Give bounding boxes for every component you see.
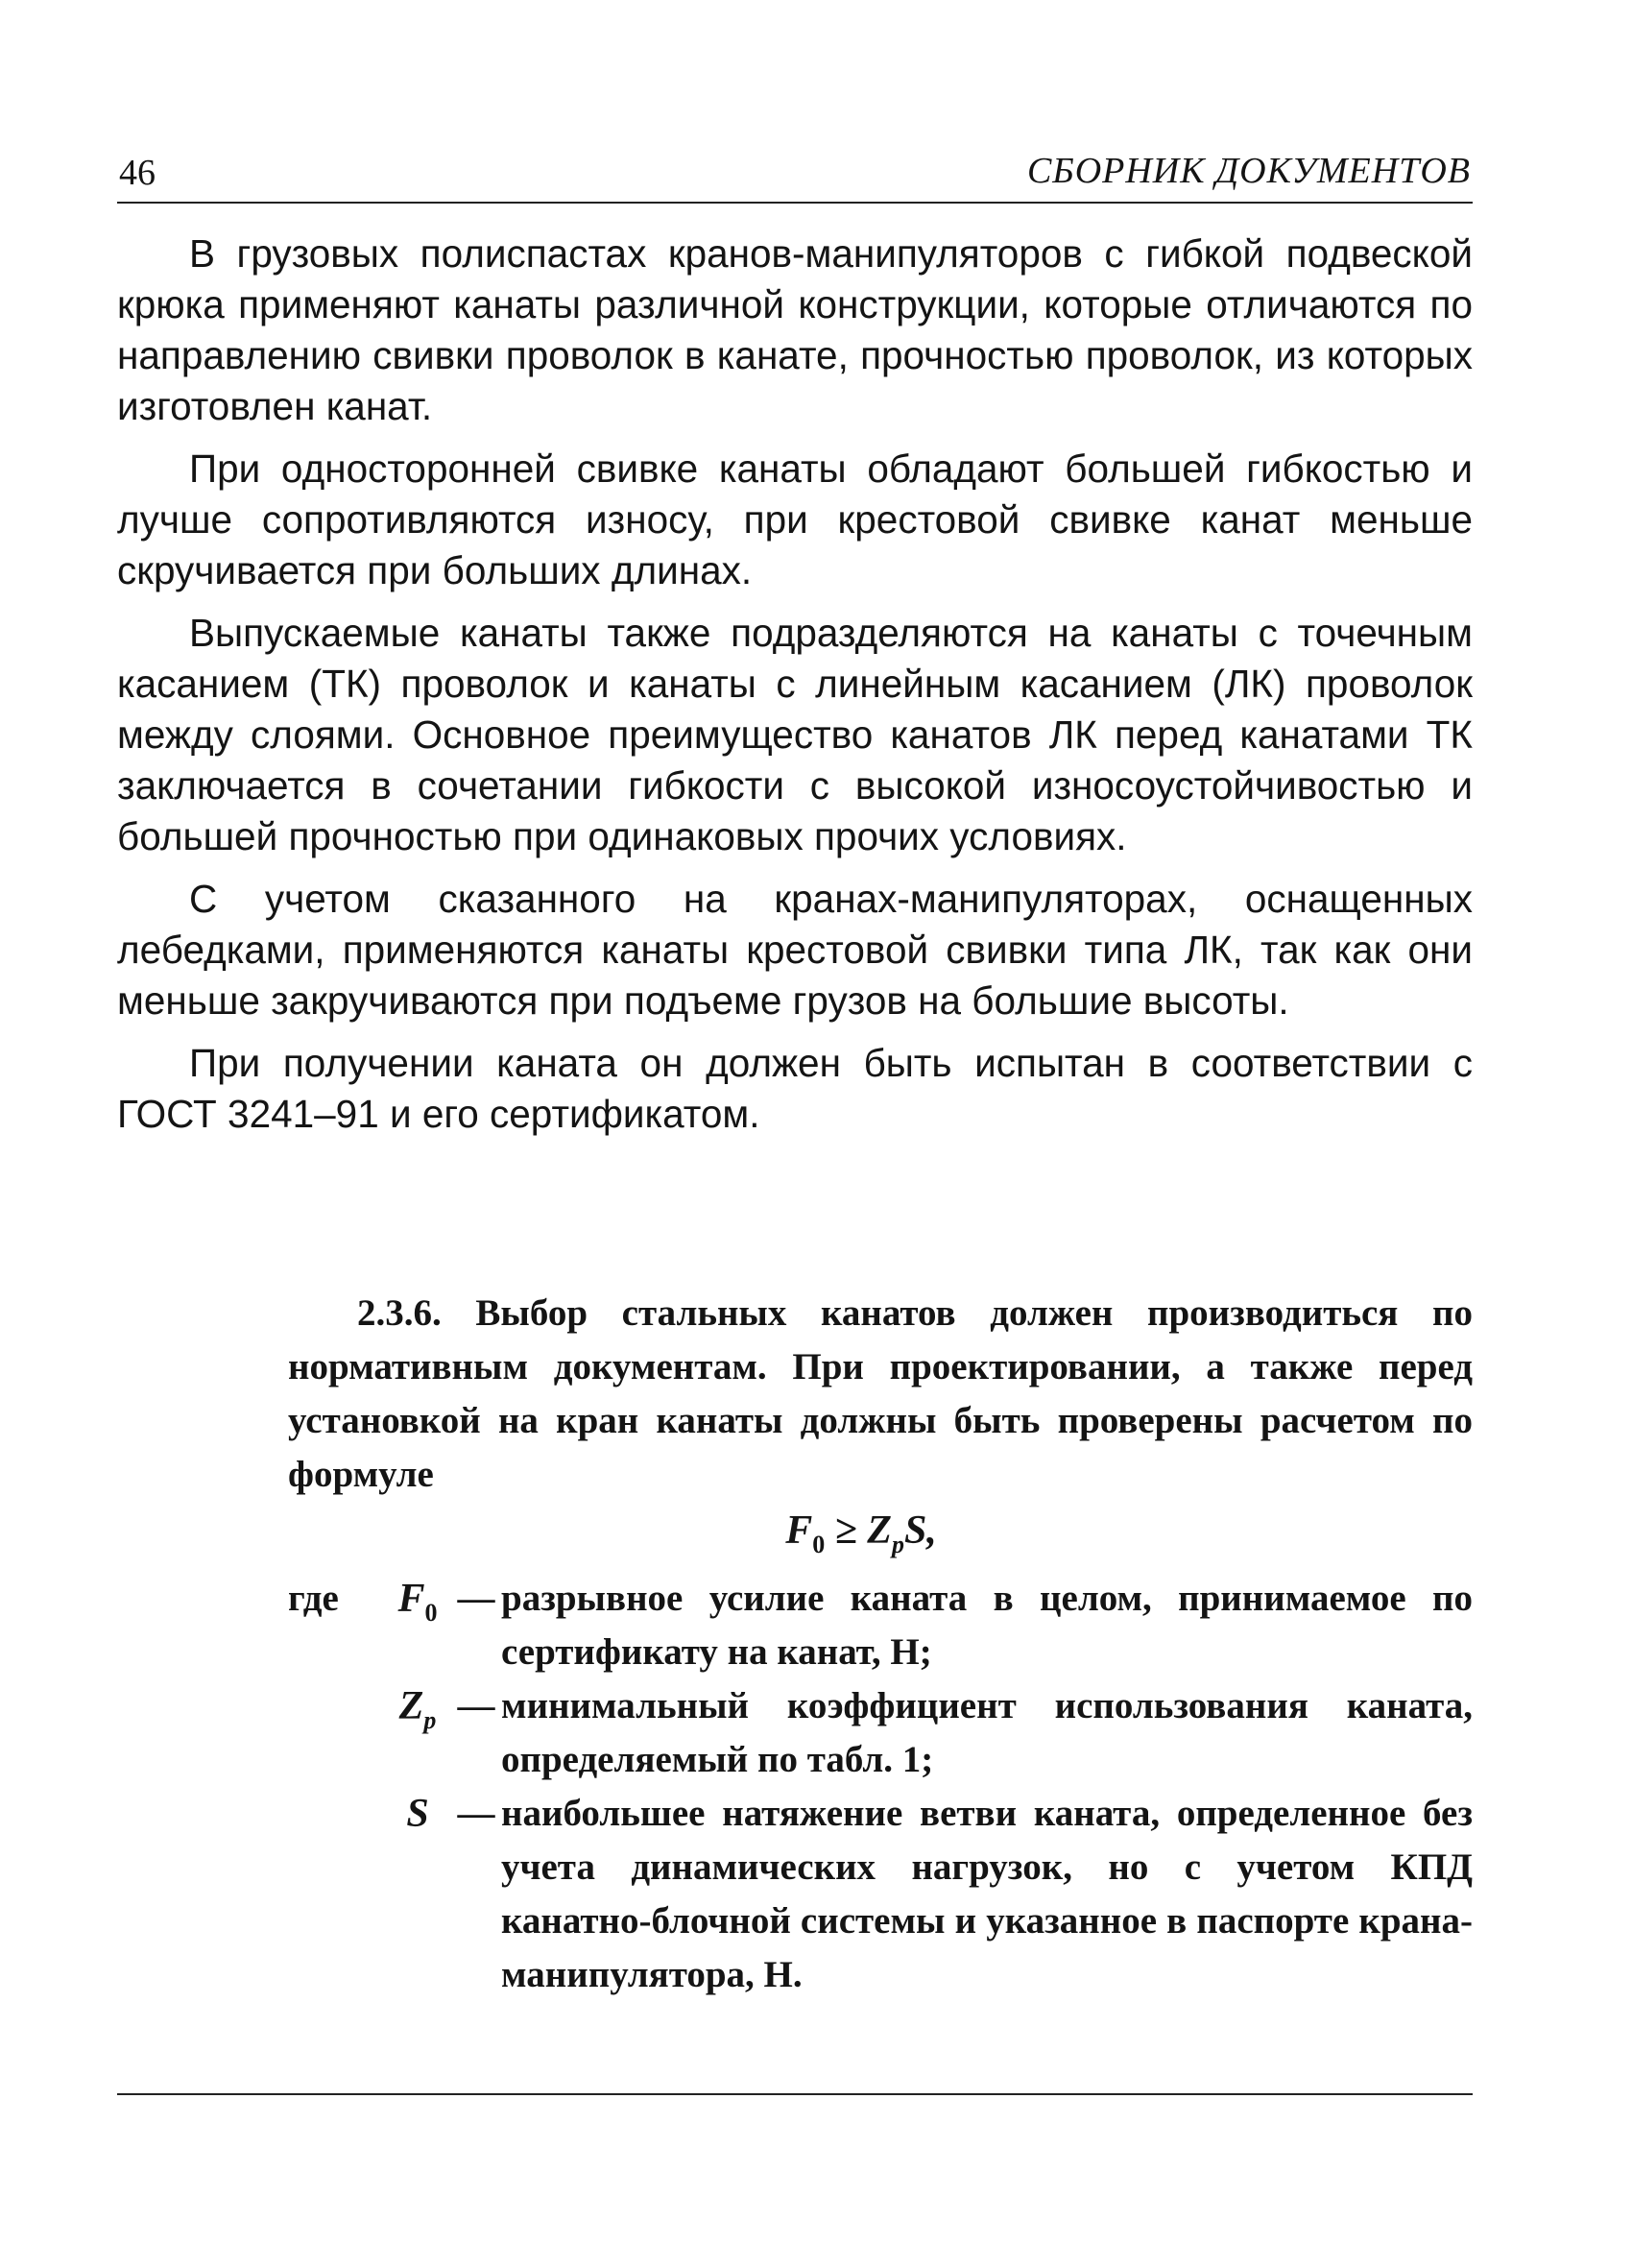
page-number: 46 <box>119 153 156 193</box>
definition-zp <box>288 1679 1473 1787</box>
definition-symbol <box>384 1787 451 1841</box>
definition-s <box>288 1787 1473 2002</box>
running-title: СБОРНИК ДОКУМЕНТОВ <box>1026 151 1471 191</box>
definition-text: разрывное усилие каната в целом, принимаемое по сертификату на канат, Н; <box>501 1578 1473 1673</box>
definition-f0 <box>288 1572 1473 1679</box>
definition-dash: — <box>457 1793 495 1834</box>
body-text <box>117 229 1473 1151</box>
formula-f-subscript: 0 <box>812 1531 826 1558</box>
definition-dash: — <box>457 1685 495 1726</box>
paragraph-5: При получении каната он должен быть испытан в соответствии с ГОСТ 3241–91 и его сертификатом. <box>117 1041 1473 1136</box>
paragraph-2: При односторонней свивке канаты обладают большей гибкостью и лучше сопротивляются износу, при крестовой свивке канат меньше скручивается при больших длинах. <box>117 446 1473 592</box>
formula-operator: ≥ <box>825 1508 868 1553</box>
definition-text: наибольшее натяжение ветви каната, определенное без учета динамических нагрузок, но с учетом КПД канатно-блочной системы и указанное в паспорте крана-манипулятора, Н. <box>501 1793 1473 1995</box>
symbol-z: Z <box>398 1684 424 1728</box>
paragraph-3: Выпускаемые канаты также подразделяются на канаты с точечным касанием (ТК) проволок и канаты с линейным касанием (ЛК) проволок между слоями. Основное преимущество канатов ЛК перед канатами ТК заключается в сочетании гибкости с высокой износоустойчивостью и большей прочностью при одинаковых прочих условиях. <box>117 611 1473 858</box>
formula-z-subscript: p <box>891 1531 904 1558</box>
bottom-rule <box>117 2093 1473 2095</box>
formula-z: Z <box>867 1508 892 1553</box>
formula-end: , <box>926 1508 937 1553</box>
paragraph-4: С учетом сказанного на кранах-манипуляторах, оснащенных лебедками, применяются канаты крестовой свивки типа ЛК, так как они меньше закручиваются при подъеме грузов на большие высоты. <box>117 877 1473 1023</box>
symbol-s: S <box>406 1792 429 1836</box>
page-header <box>117 142 1473 204</box>
definition-text: минимальный коэффициент использования каната, определяемый по табл. 1; <box>501 1685 1473 1780</box>
where-label: где <box>288 1578 339 1619</box>
definition-dash: — <box>457 1578 495 1619</box>
definition-symbol <box>384 1572 451 1640</box>
symbol-f-subscript: 0 <box>424 1599 438 1627</box>
requirement-section <box>288 1287 1473 2002</box>
symbol-f: F <box>397 1577 425 1621</box>
requirement-text: 2.3.6. Выбор стальных канатов должен производиться по нормативным документам. При проектировании, а также перед установкой на кран канаты должны быть проверены расчетом по формуле <box>288 1292 1473 1495</box>
paragraph-1: В грузовых полиспастах кранов-манипуляторов с гибкой подвеской крюка применяют канаты различной конструкции, которые отличаются по направлению свивки проволок в канате, прочностью проволок, из которых изготовлен канат. <box>117 231 1473 428</box>
formula-f: F <box>785 1508 813 1553</box>
symbol-z-subscript: p <box>423 1706 437 1734</box>
formula <box>288 1504 1473 1572</box>
definition-symbol <box>384 1679 451 1748</box>
formula-s: S <box>903 1508 927 1553</box>
